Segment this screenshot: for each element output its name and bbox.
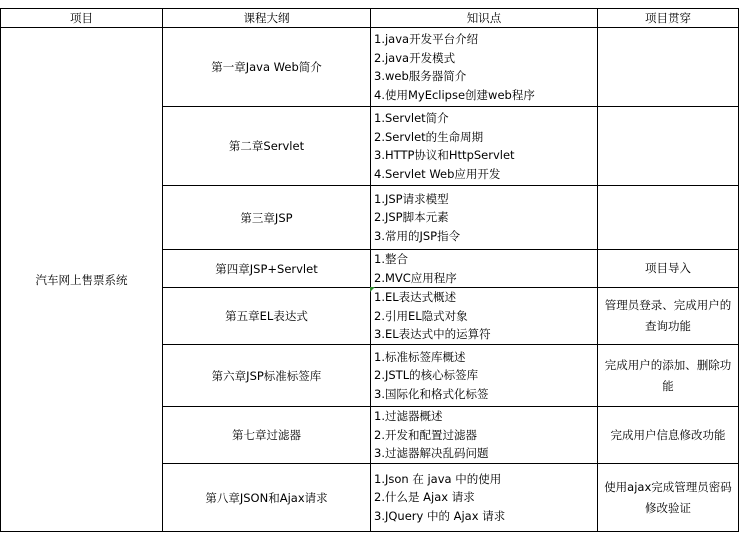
knowledge-points-cell[interactable] <box>371 407 598 464</box>
knowledge-point: 1.Servlet简介 <box>374 111 449 125</box>
knowledge-point: 1.Json 在 java 中的使用 <box>374 471 502 486</box>
table-row <box>1 28 739 107</box>
course-cell[interactable]: 第一章Java Web简介 <box>163 28 371 107</box>
header-knowledge-points[interactable]: 知识点 <box>371 9 598 28</box>
header-project-link[interactable]: 项目贯穿 <box>598 9 739 28</box>
project-link-cell[interactable]: 管理员登录、完成用户的查询功能 <box>598 288 739 345</box>
knowledge-point: 1.整合 <box>374 252 408 266</box>
knowledge-point: 3.web服务器简介 <box>374 69 467 83</box>
project-link-cell[interactable]: 完成用户的添加、删除功能 <box>598 345 739 407</box>
knowledge-point: 1.标准标签库概述 <box>374 349 466 364</box>
knowledge-point: 4.Servlet Web应用开发 <box>374 166 501 181</box>
project-link-cell[interactable]: 项目导入 <box>598 250 739 288</box>
knowledge-points-cell[interactable] <box>371 464 598 532</box>
course-cell[interactable]: 第二章Servlet <box>163 107 371 186</box>
knowledge-point: 3.HTTP协议和HttpServlet <box>374 148 515 162</box>
knowledge-points-cell[interactable] <box>371 107 598 186</box>
knowledge-point: 3.JQuery 中的 Ajax 请求 <box>374 508 506 523</box>
knowledge-point: 3.EL表达式中的运算符 <box>374 327 491 342</box>
knowledge-point: 2.MVC应用程序 <box>374 270 457 285</box>
knowledge-points-cell[interactable] <box>371 288 598 345</box>
course-cell[interactable]: 第三章JSP <box>163 186 371 250</box>
knowledge-point: 2.什么是 Ajax 请求 <box>374 490 475 505</box>
knowledge-points-cell[interactable] <box>371 186 598 250</box>
knowledge-points-cell[interactable] <box>371 250 598 288</box>
knowledge-point: 3.常用的JSP指令 <box>374 228 461 243</box>
knowledge-point: 4.使用MyEclipse创建web程序 <box>374 87 535 102</box>
knowledge-point: 2.引用EL隐式对象 <box>374 308 468 323</box>
course-cell[interactable]: 第七章过滤器 <box>163 407 371 464</box>
course-cell[interactable]: 第五章EL表达式 <box>163 288 371 345</box>
comment-indicator-icon <box>370 287 375 292</box>
header-row <box>1 9 739 28</box>
knowledge-point: 3.国际化和格式化标签 <box>374 386 489 401</box>
project-link-cell[interactable] <box>598 107 739 186</box>
header-course-outline[interactable]: 课程大纲 <box>163 9 371 28</box>
course-cell[interactable]: 第八章JSON和Ajax请求 <box>163 464 371 532</box>
knowledge-point: 2.java开发模式 <box>374 50 456 65</box>
knowledge-points-cell[interactable] <box>371 28 598 107</box>
project-link-cell[interactable] <box>598 186 739 250</box>
knowledge-point: 2.开发和配置过滤器 <box>374 427 477 442</box>
knowledge-point: 1.EL表达式概述 <box>374 290 457 305</box>
header-project[interactable]: 项目 <box>1 9 163 28</box>
knowledge-point: 2.JSTL的核心标签库 <box>374 368 479 383</box>
project-name-cell[interactable]: 汽车网上售票系统 <box>1 28 163 532</box>
course-cell[interactable]: 第六章JSP标准标签库 <box>163 345 371 407</box>
project-link-cell[interactable]: 使用ajax完成管理员密码修改验证 <box>598 464 739 532</box>
knowledge-point: 2.Servlet的生命周期 <box>374 129 484 144</box>
course-cell[interactable]: 第四章JSP+Servlet <box>163 250 371 288</box>
project-link-cell[interactable] <box>598 28 739 107</box>
course-outline-table <box>0 8 739 532</box>
knowledge-point: 3.过滤器解决乱码问题 <box>374 446 489 461</box>
knowledge-point: 2.JSP脚本元素 <box>374 210 449 225</box>
knowledge-point: 1.java开发平台介绍 <box>374 32 479 46</box>
project-link-cell[interactable]: 完成用户信息修改功能 <box>598 407 739 464</box>
knowledge-point: 1.过滤器概述 <box>374 409 443 424</box>
knowledge-points-cell[interactable] <box>371 345 598 407</box>
knowledge-point: 1.JSP请求模型 <box>374 191 449 206</box>
